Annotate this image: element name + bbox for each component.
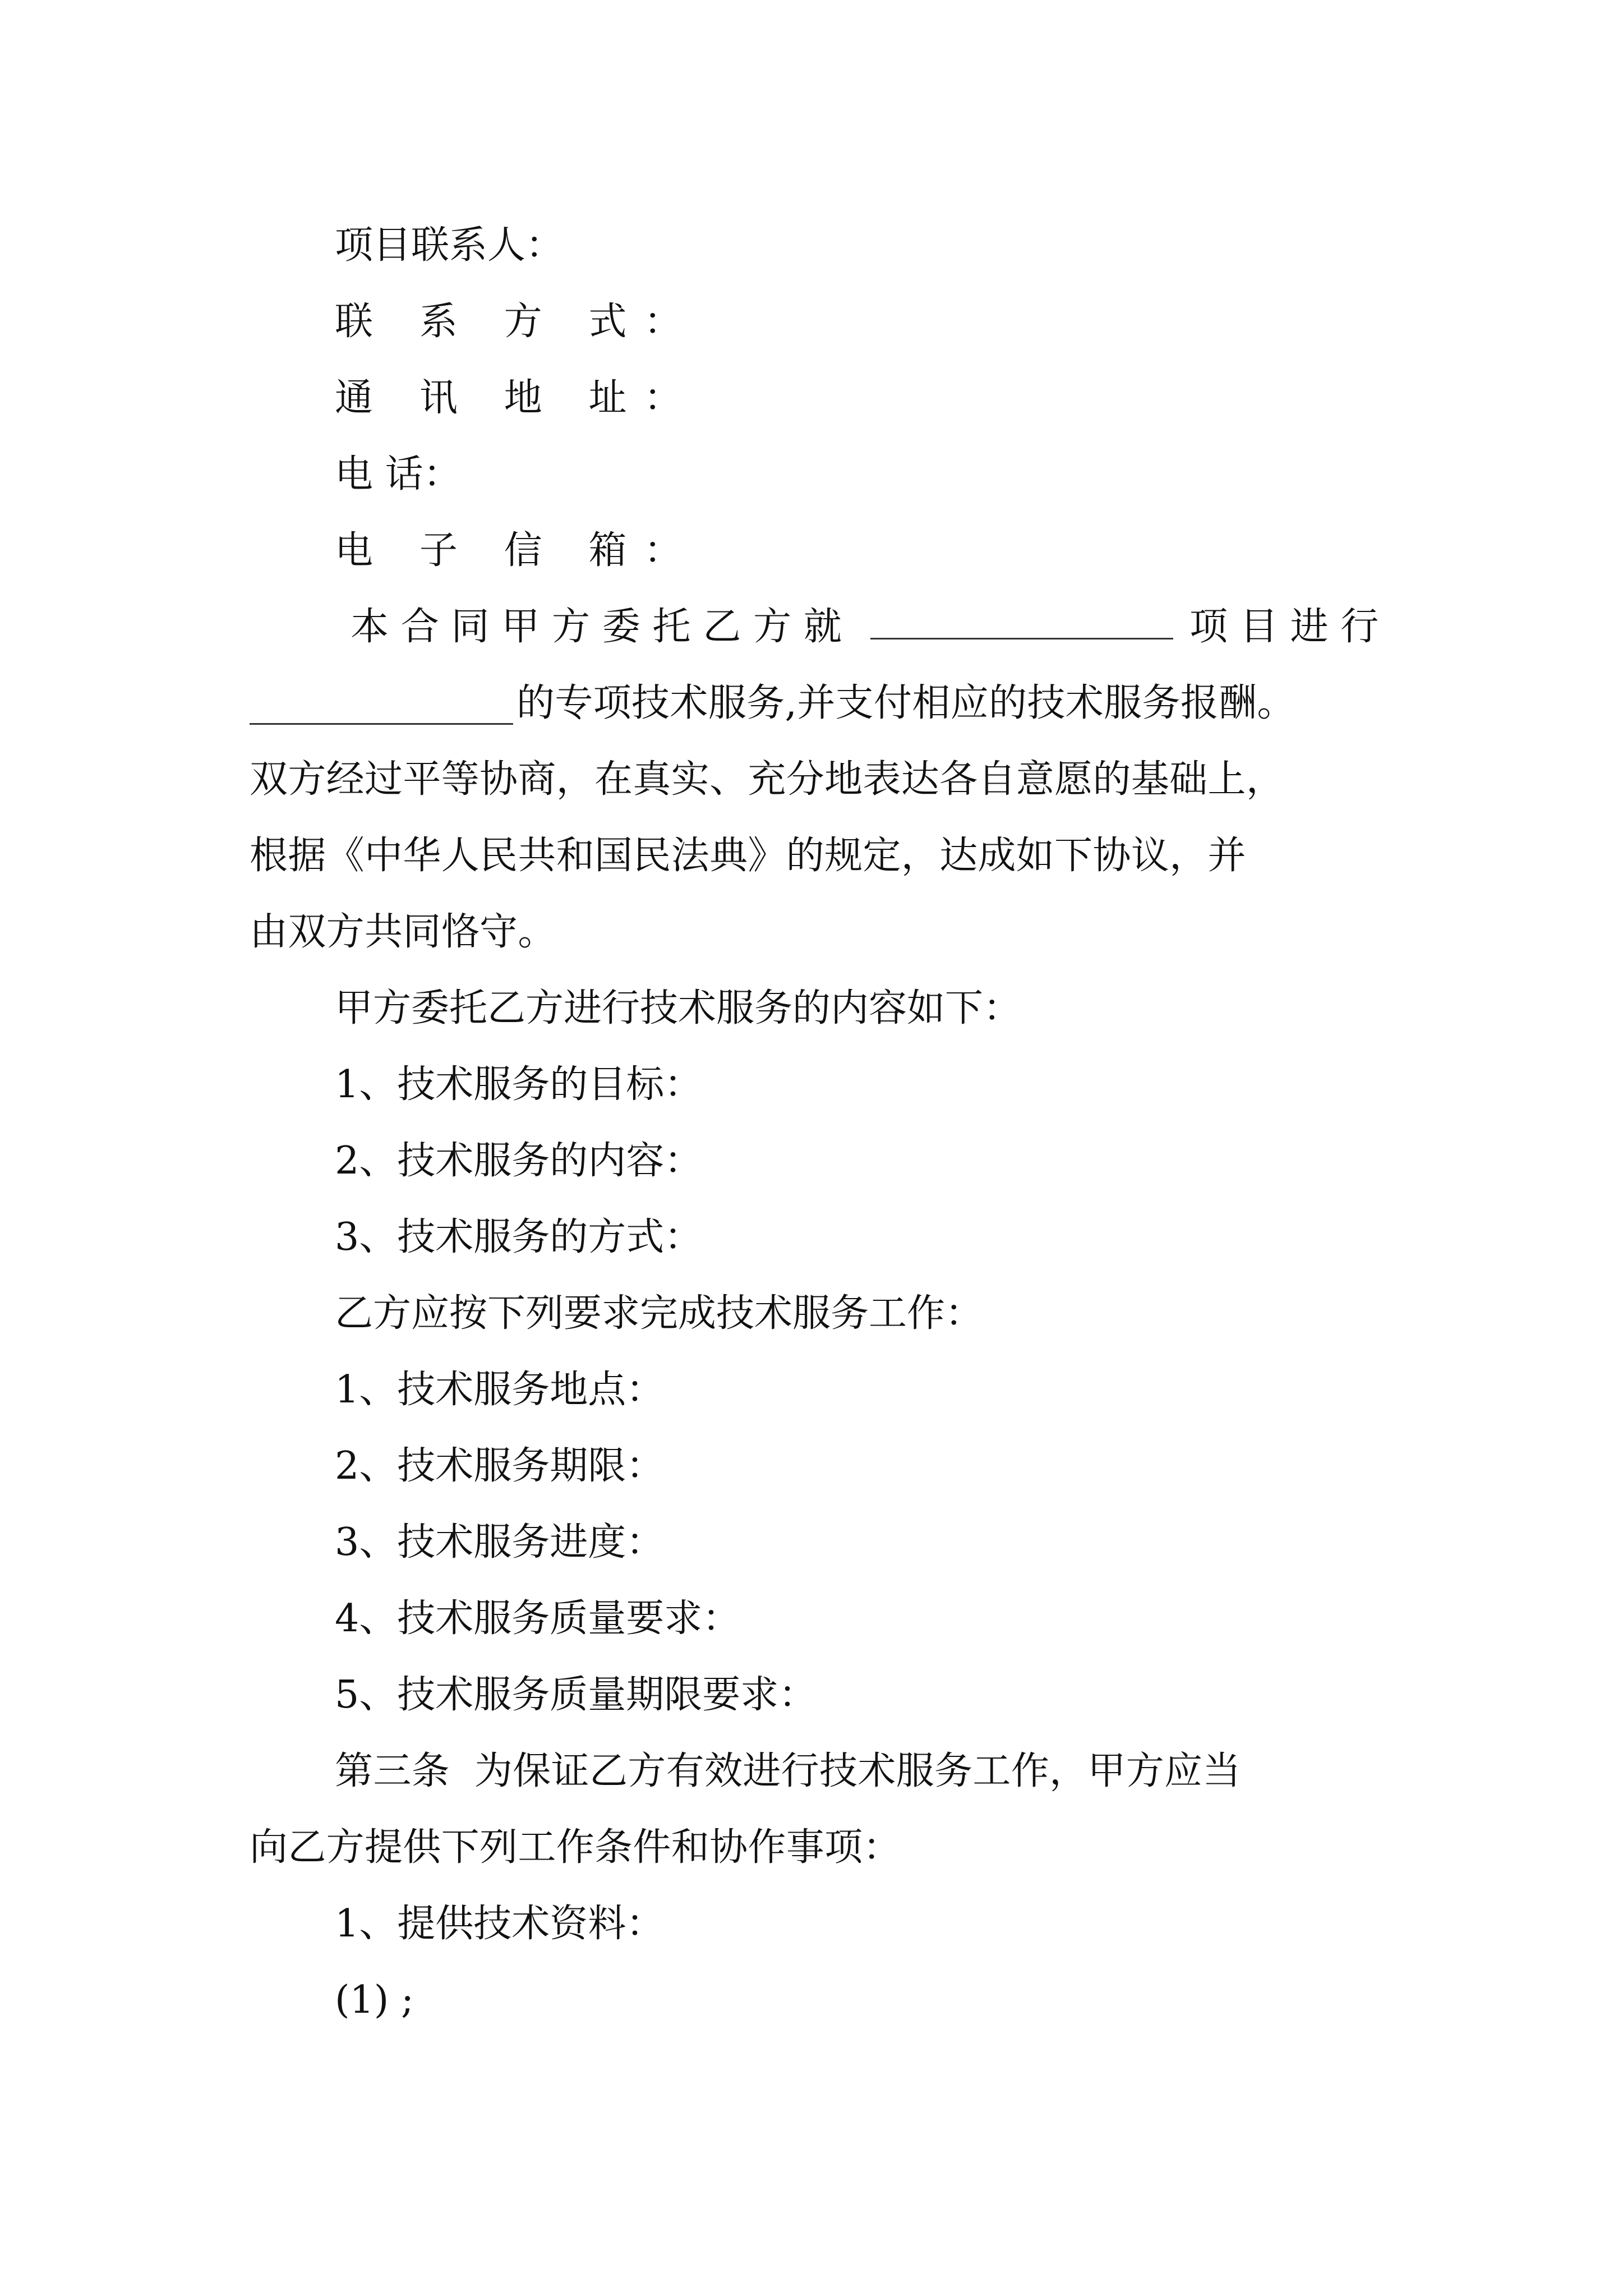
service-requirements-heading: 乙方应按下列要求完成技术服务工作： (335, 1291, 984, 1336)
intro-line-1-suffix: 项目进行 (1189, 605, 1391, 649)
article-three-line-2: 向乙方提供下列工作条件和协作事项： (250, 1825, 901, 1870)
project-contact-label: 项目联系人： (335, 223, 564, 268)
contact-method-label: 联 系 方 式： (335, 300, 699, 344)
mail-address-label: 通 讯 地 址： (335, 376, 699, 420)
service-content-item: 2、技术服务的内容： (335, 1139, 703, 1183)
intro-line-1 (250, 589, 1391, 665)
service-type-blank (250, 723, 513, 725)
service-requirement-item: 5、技术服务质量期限要求： (335, 1673, 817, 1717)
intro-line-4: 根据《中华人民共和国民法典》的规定，达成如下协议，并 (250, 834, 1246, 878)
service-requirement-item: 2、技术服务期限： (335, 1444, 665, 1488)
service-requirement-item: 1、技术服务地点： (335, 1368, 665, 1412)
intro-line-2 (250, 665, 1391, 742)
service-content-item: 3、技术服务的方式： (335, 1215, 703, 1259)
article-three-line-1: 第三条 为保证乙方有效进行技术服务工作，甲方应当 (335, 1749, 1241, 1793)
phone-label: 电 话： (335, 452, 462, 496)
service-requirement-item: 4、技术服务质量要求： (335, 1596, 741, 1641)
service-content-item: 1、技术服务的目标： (335, 1062, 703, 1107)
service-content-heading: 甲方委托乙方进行技术服务的内容如下： (335, 986, 1022, 1030)
article-three-sub-1: (1) ; (335, 1978, 414, 2022)
document-body (250, 208, 1391, 2039)
service-requirement-item: 3、技术服务进度： (335, 1520, 665, 1565)
intro-line-1-prefix: 本合同甲方委托乙方就 (351, 605, 854, 649)
email-label: 电 子 信 箱： (335, 528, 699, 573)
article-three-item-1: 1、提供技术资料： (335, 1902, 665, 1946)
intro-line-3: 双方经过平等协商，在真实、充分地表达各自意愿的基础上， (250, 757, 1285, 802)
project-name-blank (870, 638, 1173, 639)
intro-line-2-suffix: 的专项技术服务,并支付相应的技术服务报酬。 (517, 681, 1295, 725)
intro-line-5: 由双方共同恪守。 (250, 910, 556, 954)
